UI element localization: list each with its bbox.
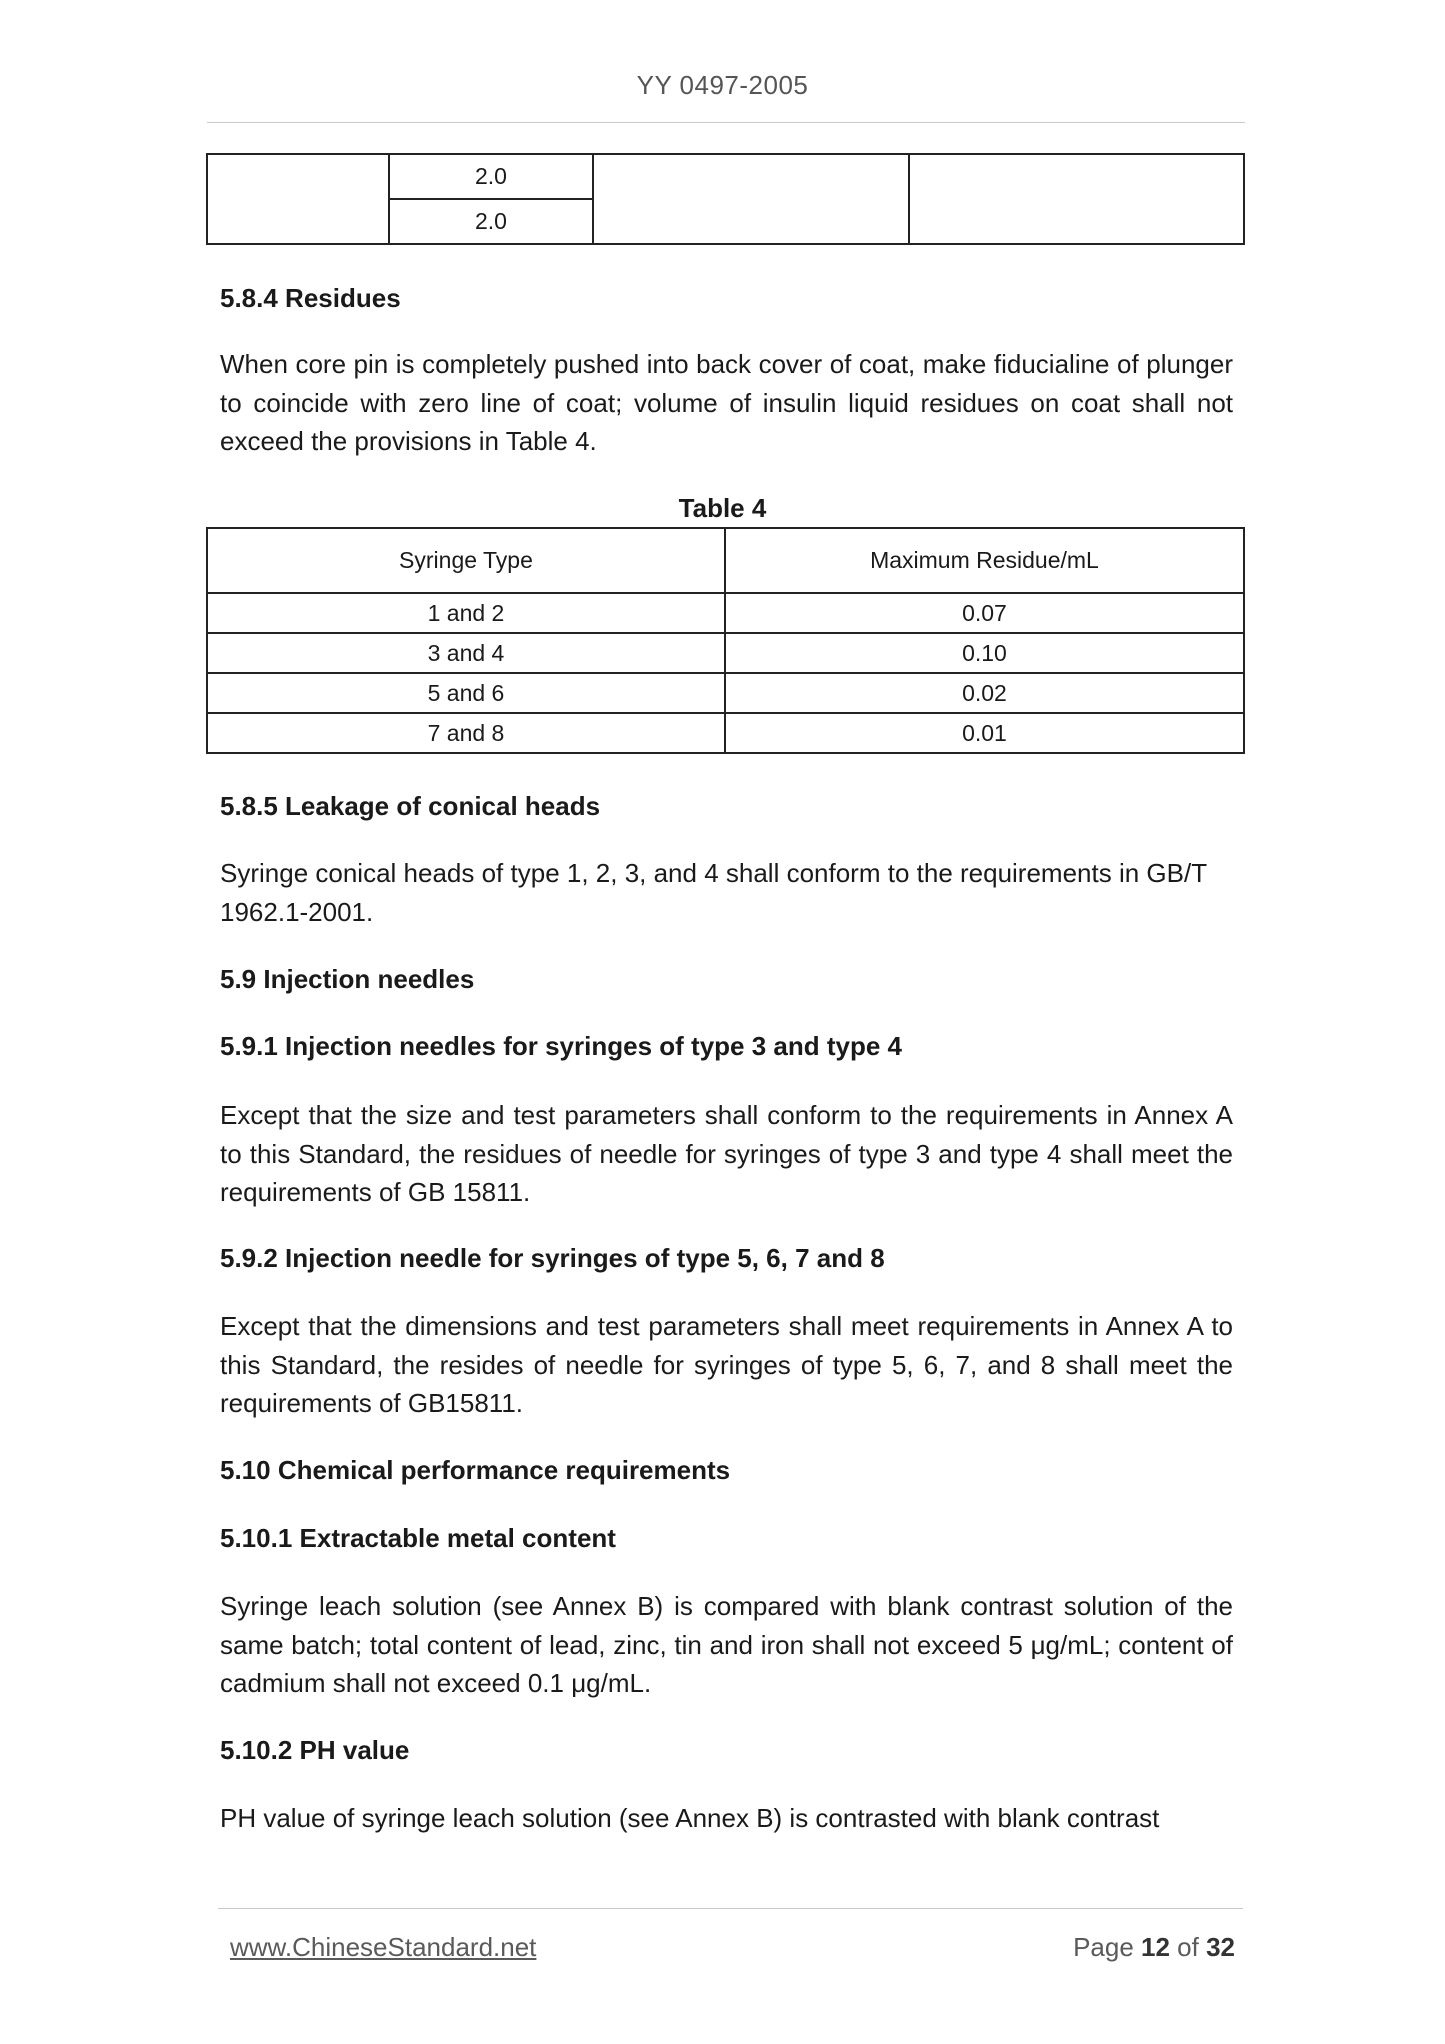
table-cell: 2.0 [389, 154, 594, 199]
section-text-5-10-2: PH value of syringe leach solution (see Annex B) is contrasted with blank contrast [220, 1803, 1160, 1833]
table-cell: 0.01 [725, 713, 1244, 753]
table-cell: 2.0 [389, 199, 594, 244]
column-header-maximum-residue: Maximum Residue/mL [725, 528, 1244, 593]
table-cell [593, 154, 908, 244]
table-cell [909, 154, 1244, 244]
table-row [207, 713, 1244, 753]
table-cell: 0.02 [725, 673, 1244, 713]
footer-divider [218, 1908, 1243, 1909]
section-heading-5-9-1: 5.9.1 Injection needles for syringes of type 3 and type 4 [220, 1031, 902, 1061]
section-text-5-9-2: Except that the dimensions and test parameters shall meet requirements in Annex A to this Standard, the resides of needle for syringes of type 5, 6, 7, and 8 shall meet the requirements of GB15811. [220, 1311, 1233, 1418]
table-cell: 0.07 [725, 593, 1244, 633]
section-heading-5-9-2: 5.9.2 Injection needle for syringes of type 5, 6, 7 and 8 [220, 1243, 885, 1273]
header-divider [207, 122, 1245, 123]
continued-table [206, 153, 1245, 245]
section-text-5-8-4: When core pin is completely pushed into back cover of coat, make fiducialine of plunger to coincide with zero line of coat; volume of insulin liquid residues on coat shall not exceed the provisions in Table 4. [220, 349, 1233, 456]
section-text-5-9-1: Except that the size and test parameters shall conform to the requirements in Annex A to this Standard, the residues of needle for syringes of type 3 and type 4 shall meet the requirements of GB 15811. [220, 1100, 1233, 1207]
section-heading-5-10-2: 5.10.2 PH value [220, 1735, 410, 1765]
table-header-row [207, 528, 1244, 593]
page-prefix: Page [1073, 1932, 1142, 1962]
table-4 [206, 527, 1245, 754]
section-heading-5-10: 5.10 Chemical performance requirements [220, 1455, 731, 1485]
section-heading-5-8-5: 5.8.5 Leakage of conical heads [220, 791, 601, 821]
document-code-header: YY 0497-2005 [636, 70, 809, 100]
table-4-caption: Table 4 [678, 493, 767, 523]
page-number [1073, 1932, 1235, 1963]
website-link[interactable]: www.ChineseStandard.net [230, 1932, 537, 1962]
total-pages: 32 [1206, 1932, 1235, 1962]
table-cell: 1 and 2 [207, 593, 725, 633]
table-cell: 7 and 8 [207, 713, 725, 753]
table-row [207, 673, 1244, 713]
section-heading-5-8-4: 5.8.4 Residues [220, 283, 401, 313]
table-cell: 0.10 [725, 633, 1244, 673]
table-row [207, 633, 1244, 673]
section-heading-5-9: 5.9 Injection needles [220, 964, 475, 994]
table-row [207, 593, 1244, 633]
table-cell: 5 and 6 [207, 673, 725, 713]
table-cell: 3 and 4 [207, 633, 725, 673]
page-separator: of [1169, 1932, 1207, 1962]
section-heading-5-10-1: 5.10.1 Extractable metal content [220, 1523, 616, 1553]
section-text-5-10-1: Syringe leach solution (see Annex B) is compared with blank contrast solution of the same batch; total content of lead, zinc, tin and iron shall not exceed 5 μg/mL; content of cadmium shall not exceed 0.1 μg/mL. [220, 1591, 1233, 1698]
table-row [207, 154, 1244, 199]
section-text-5-8-5: Syringe conical heads of type 1, 2, 3, and 4 shall conform to the requirements in GB/T 1962.1-2001. [220, 858, 1207, 927]
table-cell [207, 154, 389, 244]
current-page: 12 [1141, 1932, 1170, 1962]
column-header-syringe-type: Syringe Type [207, 528, 725, 593]
